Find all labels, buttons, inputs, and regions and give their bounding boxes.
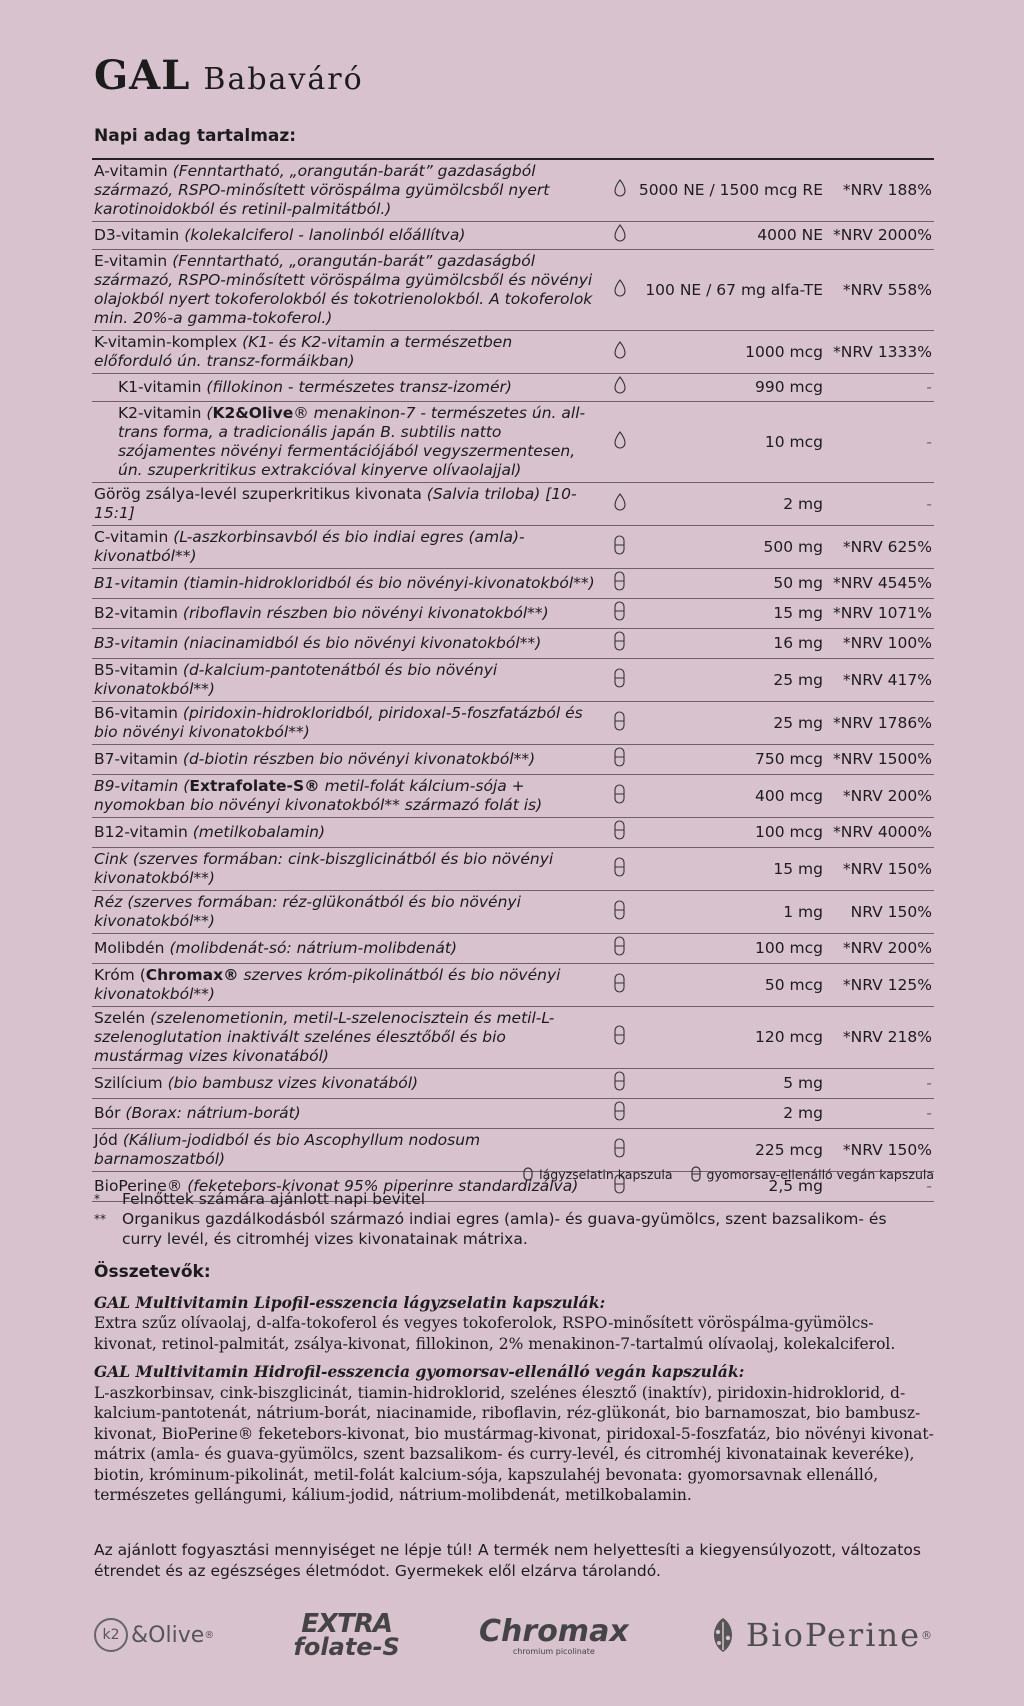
nutrient-name: Réz (szerves formában: réz-glükonátból és bio növényi kivonatokból**) bbox=[92, 891, 603, 934]
nutrient-nrv: *NRV 218% bbox=[831, 1007, 934, 1069]
nutrient-row bbox=[92, 331, 934, 374]
nutrient-name: B3-vitamin (niacinamidból és bio növényi kivonatokból**) bbox=[92, 629, 603, 659]
softgel-capsule-icon bbox=[603, 331, 637, 374]
k2-olive-logo bbox=[94, 1618, 214, 1652]
nutrient-name: Molibdén (molibdenát-só: nátrium-molibdenát) bbox=[92, 934, 603, 964]
vegan-capsule-icon bbox=[603, 1069, 637, 1099]
vegan-capsule-icon bbox=[603, 629, 637, 659]
vegan-capsule-icon bbox=[603, 848, 637, 891]
legend-vegan-label: gyomorsav-ellenálló vegán kapszula bbox=[706, 1166, 934, 1182]
vegan-capsule-icon bbox=[603, 702, 637, 745]
vegan-capsule-icon bbox=[603, 891, 637, 934]
nutrient-nrv: - bbox=[831, 374, 934, 402]
nutrient-nrv: *NRV 150% bbox=[831, 848, 934, 891]
nutrient-amount: 25 mg bbox=[637, 659, 831, 702]
nutrient-row bbox=[92, 526, 934, 569]
lipofil-text: Extra szűz olívaolaj, d-alfa-tokoferol és vegyes tokoferolok, RSPO-minősített vöröspálma-gyümölcs-kivonat, retinol-palmitát, zsálya-kivonat, fillokinon, 2% menakinon-7-tartalmú olívaolaj, kolekalciferol. bbox=[94, 1314, 896, 1353]
nutrient-nrv: *NRV 150% bbox=[831, 1129, 934, 1172]
vegan-capsule-icon bbox=[603, 1099, 637, 1129]
softgel-capsule-icon bbox=[603, 402, 637, 483]
capsule-legend bbox=[523, 1166, 934, 1182]
nutrient-name: B9-vitamin (Extrafolate-S® metil-folát kálcium-sója + nyomokban bio növényi kivonatokból** származó folát is) bbox=[92, 775, 603, 818]
nutrient-nrv: *NRV 4545% bbox=[831, 569, 934, 599]
nutrient-amount: 15 mg bbox=[637, 848, 831, 891]
nutrient-row bbox=[92, 818, 934, 848]
nutrient-amount: 5 mg bbox=[637, 1069, 831, 1099]
nutrient-nrv: *NRV 4000% bbox=[831, 818, 934, 848]
vegan-capsule-icon bbox=[603, 818, 637, 848]
chromax-name: Chromax bbox=[479, 1614, 629, 1649]
nutrient-name: D3-vitamin (kolekalciferol - lanolinból előállítva) bbox=[92, 222, 603, 250]
brand-name: GAL bbox=[94, 52, 191, 99]
nutrient-name: B12-vitamin (metilkobalamin) bbox=[92, 818, 603, 848]
vegan-capsule-icon bbox=[603, 745, 637, 775]
nutrient-row bbox=[92, 569, 934, 599]
nutrient-nrv: *NRV 2000% bbox=[831, 222, 934, 250]
footnote-text: Organikus gazdálkodásból származó indiai egres (amla)- és guava-gyümölcs, szent bazsalikom- és curry levél, és citromhéj vizes kivonatainak mátrixa. bbox=[122, 1210, 887, 1248]
nutrient-row bbox=[92, 964, 934, 1007]
nutrient-nrv: *NRV 125% bbox=[831, 964, 934, 1007]
nutrient-row bbox=[92, 1007, 934, 1069]
warning-text: Az ajánlott fogyasztási mennyiséget ne lépje túl! A termék nem helyettesíti a kiegyensúlyozott, változatos étrendet és az egészséges életmódot. Gyermekek elől elzárva tárolandó. bbox=[94, 1541, 921, 1580]
nutrient-nrv: *NRV 417% bbox=[831, 659, 934, 702]
lipofil-ingredients bbox=[94, 1293, 934, 1355]
nutrient-name: Jód (Kálium-jodidból és bio Ascophyllum nodosum barnamoszatból) bbox=[92, 1129, 603, 1172]
nutrient-amount: 100 mcg bbox=[637, 934, 831, 964]
nutrient-row bbox=[92, 483, 934, 526]
nutrient-row bbox=[92, 599, 934, 629]
nutrient-name: K2-vitamin (K2&Olive® menakinon-7 - természetes ún. all-trans forma, a tradicionális japán B. subtilis natto szójamentes növényi fermentációjából vegyszermentesen, ún. szuperkritikus extrakcióval kinyerve olívaolajjal) bbox=[92, 402, 603, 483]
footnote-text: Felnőttek számára ajánlott napi bevitel bbox=[122, 1190, 426, 1208]
nutrient-amount: 16 mg bbox=[637, 629, 831, 659]
hidrofil-ingredients bbox=[94, 1362, 934, 1506]
chromax-logo bbox=[479, 1614, 629, 1656]
nutrient-amount: 15 mg bbox=[637, 599, 831, 629]
vegan-capsule-icon bbox=[603, 659, 637, 702]
nutrient-name: B5-vitamin (d-kalcium-pantotenátból és bio növényi kivonatokból**) bbox=[92, 659, 603, 702]
extrafolate-line1: EXTRA bbox=[301, 1609, 392, 1639]
product-name: Babaváró bbox=[203, 62, 364, 97]
nutrient-name: B7-vitamin (d-biotin részben bio növényi kivonatokból**) bbox=[92, 745, 603, 775]
nutrient-row bbox=[92, 745, 934, 775]
softgel-capsule-icon bbox=[603, 483, 637, 526]
nutrient-nrv: *NRV 1071% bbox=[831, 599, 934, 629]
nutrient-row bbox=[92, 374, 934, 402]
softgel-capsule-icon bbox=[603, 374, 637, 402]
nutrient-nrv: *NRV 1786% bbox=[831, 702, 934, 745]
nutrient-name: A-vitamin (Fenntartható, „orangután-barát” gazdaságból származó, RSPO-minősített vöröspálma gyümölcsből nyert karotinoidokból és retinil-palmitátból.) bbox=[92, 159, 603, 222]
nutrient-amount: 1 mg bbox=[637, 891, 831, 934]
nutrient-name: B2-vitamin (riboflavin részben bio növényi kivonatokból**) bbox=[92, 599, 603, 629]
nutrient-nrv: - bbox=[831, 402, 934, 483]
nutrient-amount: 5000 NE / 1500 mcg RE bbox=[637, 159, 831, 222]
nutrition-table bbox=[92, 158, 934, 1202]
nutrient-name: E-vitamin (Fenntartható, „orangután-barát” gazdaságból származó, RSPO-minősített vöröspálma gyümölcsből és növényi olajokból nyert tokoferolokból és tokotrienolokból. A tokoferolok min. 20%-a gamma-tokoferol.) bbox=[92, 250, 603, 331]
nutrient-nrv: *NRV 1333% bbox=[831, 331, 934, 374]
softgel-capsule-icon bbox=[523, 1167, 533, 1181]
nutrient-amount: 1000 mcg bbox=[637, 331, 831, 374]
nutrient-name: Cink (szerves formában: cink-biszglicinátból és bio növényi kivonatokból**) bbox=[92, 848, 603, 891]
pepper-leaf-icon bbox=[708, 1616, 738, 1654]
nutrient-amount: 2 mg bbox=[637, 483, 831, 526]
nutrient-amount: 400 mcg bbox=[637, 775, 831, 818]
nutrient-name: K-vitamin-komplex (K1- és K2-vitamin a természetben előforduló ún. transz-formáikban) bbox=[92, 331, 603, 374]
nutrient-nrv: *NRV 1500% bbox=[831, 745, 934, 775]
footnotes bbox=[94, 1189, 924, 1249]
nutrient-name: BioPerine® (feketebors-kivonat 95% piperinre standardizálva) bbox=[92, 1172, 603, 1202]
bioperine-reg: ® bbox=[921, 1628, 934, 1642]
nutrient-amount: 25 mg bbox=[637, 702, 831, 745]
legend-vegan bbox=[691, 1166, 934, 1182]
nutrient-nrv: - bbox=[831, 1099, 934, 1129]
vegan-capsule-icon bbox=[603, 964, 637, 1007]
vegan-capsule-icon bbox=[603, 526, 637, 569]
vegan-capsule-icon bbox=[603, 569, 637, 599]
nutrient-nrv: - bbox=[831, 483, 934, 526]
nutrient-nrv: *NRV 558% bbox=[831, 250, 934, 331]
nutrient-name: Króm (Chromax® szerves króm-pikolinátból és bio növényi kivonatokból**) bbox=[92, 964, 603, 1007]
k2-reg: ® bbox=[204, 1629, 215, 1641]
ingredients-section bbox=[94, 1262, 934, 1514]
vegan-capsule-icon bbox=[603, 1007, 637, 1069]
nutrient-amount: 100 mcg bbox=[637, 818, 831, 848]
product-title bbox=[94, 52, 364, 99]
softgel-capsule-icon bbox=[603, 159, 637, 222]
softgel-capsule-icon bbox=[603, 250, 637, 331]
nutrient-amount: 4000 NE bbox=[637, 222, 831, 250]
k2-circle: k2 bbox=[94, 1618, 128, 1652]
daily-dose-heading: Napi adag tartalmaz: bbox=[94, 126, 297, 146]
nutrient-amount: 50 mg bbox=[637, 569, 831, 599]
nutrient-name: Bór (Borax: nátrium-borát) bbox=[92, 1099, 603, 1129]
nutrient-nrv: *NRV 188% bbox=[831, 159, 934, 222]
nutrient-amount: 2,5 mg bbox=[637, 1172, 831, 1202]
nutrient-nrv: NRV 150% bbox=[831, 891, 934, 934]
nutrient-row bbox=[92, 1069, 934, 1099]
vegan-capsule-icon bbox=[691, 1166, 701, 1182]
nutrient-amount: 750 mcg bbox=[637, 745, 831, 775]
nutrient-name: Szilícium (bio bambusz vizes kivonatából) bbox=[92, 1069, 603, 1099]
nutrient-amount: 50 mcg bbox=[637, 964, 831, 1007]
nutrient-amount: 990 mcg bbox=[637, 374, 831, 402]
nutrient-amount: 500 mg bbox=[637, 526, 831, 569]
vegan-capsule-icon bbox=[603, 599, 637, 629]
lipofil-title: GAL Multivitamin Lipofil-esszencia lágyzselatin kapszulák: bbox=[94, 1292, 606, 1312]
nutrient-row bbox=[92, 702, 934, 745]
softgel-capsule-icon bbox=[603, 222, 637, 250]
partner-logos bbox=[94, 1600, 934, 1670]
nutrient-nrv: *NRV 100% bbox=[831, 629, 934, 659]
nutrient-row bbox=[92, 848, 934, 891]
nutrient-row bbox=[92, 159, 934, 222]
chromax-sub: chromium picolinate bbox=[512, 1647, 595, 1656]
footnote-mark: ** bbox=[94, 1212, 106, 1226]
nutrient-nrv: - bbox=[831, 1172, 934, 1202]
legend-softgel-label: lágyzselatin kapszula bbox=[539, 1166, 673, 1182]
nutrient-name: Szelén (szelenometionin, metil-L-szelenocisztein és metil-L-szelenoglutation inaktivált szelénes élesztőből és bio mustármag vizes kivonatából) bbox=[92, 1007, 603, 1069]
nutrient-name: Görög zsálya-levél szuperkritikus kivonata (Salvia triloba) [10-15:1] bbox=[92, 483, 603, 526]
nutrient-nrv: *NRV 625% bbox=[831, 526, 934, 569]
vegan-capsule-icon bbox=[603, 775, 637, 818]
nutrient-row bbox=[92, 402, 934, 483]
nutrient-amount: 225 mcg bbox=[637, 1129, 831, 1172]
nutrient-row bbox=[92, 891, 934, 934]
hidrofil-title: GAL Multivitamin Hidrofil-esszencia gyomorsav-ellenálló vegán kapszulák: bbox=[94, 1362, 745, 1381]
nutrient-row bbox=[92, 629, 934, 659]
k2-olive-text: &Olive bbox=[131, 1622, 205, 1648]
footnote bbox=[94, 1209, 924, 1249]
bioperine-name: BioPerine bbox=[745, 1616, 921, 1654]
legend-softgel bbox=[523, 1167, 672, 1182]
nutrient-amount: 120 mcg bbox=[637, 1007, 831, 1069]
nutrient-row bbox=[92, 1099, 934, 1129]
footnote-mark: * bbox=[94, 1192, 100, 1206]
nutrient-amount: 100 NE / 67 mg alfa-TE bbox=[637, 250, 831, 331]
nutrient-row bbox=[92, 659, 934, 702]
nutrient-name: C-vitamin (L-aszkorbinsavból és bio indiai egres (amla)-kivonatból**) bbox=[92, 526, 603, 569]
nutrient-name: K1-vitamin (fillokinon - természetes transz-izomér) bbox=[92, 374, 603, 402]
footnote bbox=[94, 1189, 924, 1209]
nutrient-row bbox=[92, 775, 934, 818]
nutrient-row bbox=[92, 250, 934, 331]
bioperine-logo bbox=[708, 1616, 934, 1654]
nutrient-name: B1-vitamin (tiamin-hidrokloridból és bio növényi-kivonatokból**) bbox=[92, 569, 603, 599]
ingredients-heading: Összetevők: bbox=[94, 1262, 211, 1282]
vegan-capsule-icon bbox=[603, 934, 637, 964]
nutrient-amount: 2 mg bbox=[637, 1099, 831, 1129]
extrafolate-line2: folate-S bbox=[293, 1633, 400, 1661]
nutrient-nrv: *NRV 200% bbox=[831, 934, 934, 964]
nutrient-amount: 10 mcg bbox=[637, 402, 831, 483]
nutrient-row bbox=[92, 934, 934, 964]
hidrofil-text: L-aszkorbinsav, cink-biszglicinát, tiamin-hidroklorid, szelénes élesztő (inaktív), piridoxin-hidroklorid, d-kalcium-pantotenát, nátrium-borát, niacinamide, riboflavin, réz-glükonát, bio barnamoszat, bio bambusz-kivonat, BioPerine® feketebors-kivonat, bio mustármag-kivonat, piridoxal-5-foszfatáz, bio növényi kivonat-mátrix (amla- és guava-gyümölcs, szent bazsalikom- és curry-levél, és citromhéj kivonatainak keveréke), biotin, króminum-pikolinát, metil-folát kalcium-sója, kapszulahéj bevonata: gyomorsavnak ellenálló, természetes gellángumi, kálium-jodid, nátrium-molibdenát, metilkobalamin. bbox=[94, 1383, 934, 1504]
nutrient-name: B6-vitamin (piridoxin-hidrokloridból, piridoxal-5-foszfatázból és bio növényi kivonatokból**) bbox=[92, 702, 603, 745]
nutrient-nrv: *NRV 200% bbox=[831, 775, 934, 818]
extrafolate-logo bbox=[293, 1611, 399, 1659]
nutrient-row bbox=[92, 222, 934, 250]
nutrient-nrv: - bbox=[831, 1069, 934, 1099]
